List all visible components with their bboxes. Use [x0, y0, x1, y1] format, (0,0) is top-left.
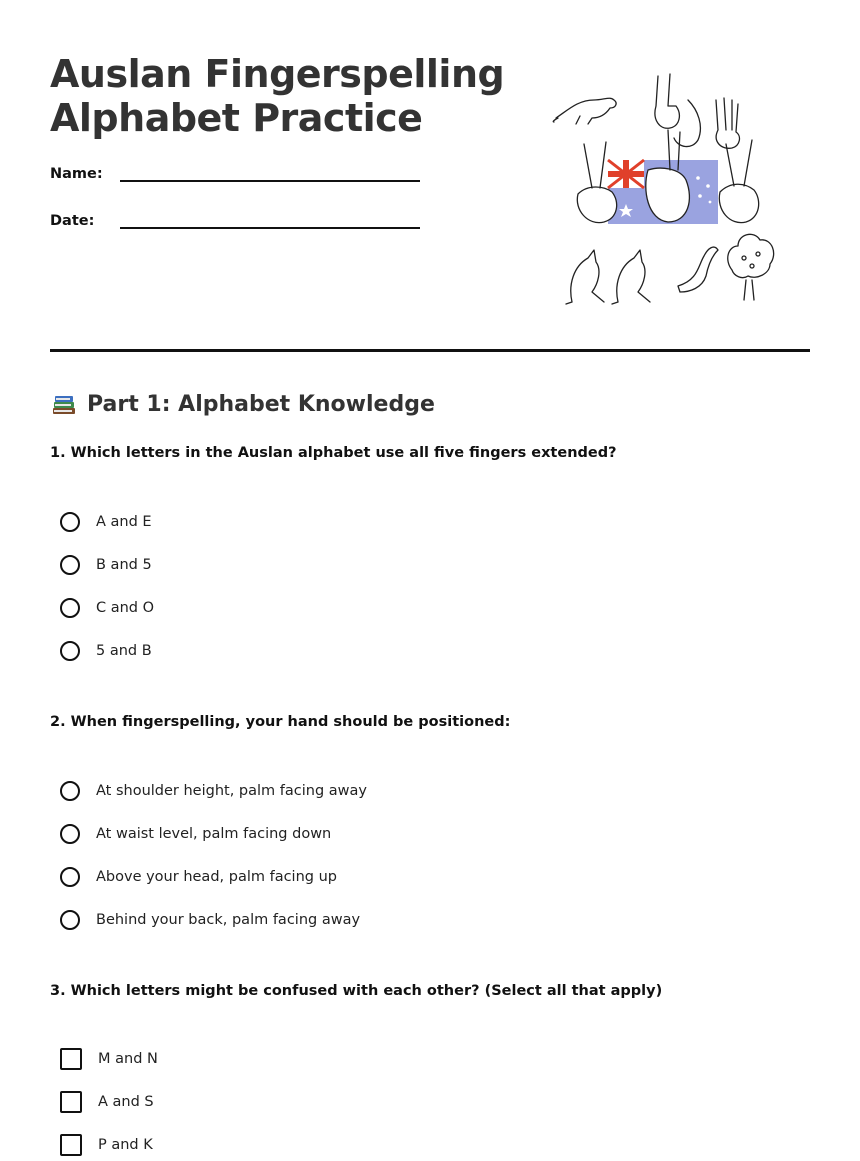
- q2-option-a[interactable]: [60, 778, 367, 804]
- name-label: Name:: [50, 166, 103, 182]
- q2-option-b[interactable]: [60, 821, 331, 847]
- radio-button[interactable]: [60, 910, 80, 930]
- q3-option-a[interactable]: [60, 1046, 158, 1072]
- question-3: 3. Which letters might be confused with each other? (Select all that apply): [50, 983, 663, 999]
- radio-button[interactable]: [60, 598, 80, 618]
- radio-button[interactable]: [60, 824, 80, 844]
- part1-heading-text: Part 1: Alphabet Knowledge: [87, 391, 435, 417]
- date-label: Date:: [50, 213, 95, 229]
- auslan-hands-flag-illustration: [548, 70, 778, 310]
- worksheet-title: Auslan Fingerspelling Alphabet Practice: [50, 52, 505, 140]
- name-input-line[interactable]: [120, 180, 420, 182]
- option-label: Behind your back, palm facing away: [96, 912, 361, 928]
- checkbox[interactable]: [60, 1134, 82, 1156]
- radio-button[interactable]: [60, 781, 80, 801]
- question-2: 2. When fingerspelling, your hand should be positioned:: [50, 714, 511, 730]
- option-label: P and K: [98, 1137, 153, 1153]
- radio-button[interactable]: [60, 867, 80, 887]
- q1-option-a[interactable]: [60, 509, 152, 535]
- checkbox[interactable]: [60, 1048, 82, 1070]
- q2-option-c[interactable]: [60, 864, 337, 890]
- option-label: At waist level, palm facing down: [96, 826, 332, 842]
- books-icon: [50, 390, 78, 418]
- radio-button[interactable]: [60, 555, 80, 575]
- option-label: Above your head, palm facing up: [96, 869, 337, 885]
- q3-option-b[interactable]: [60, 1089, 154, 1115]
- option-label: A and S: [98, 1094, 154, 1110]
- date-input-line[interactable]: [120, 227, 420, 229]
- q1-option-d[interactable]: [60, 638, 152, 664]
- q1-option-c[interactable]: [60, 595, 154, 621]
- q2-option-d[interactable]: [60, 907, 360, 933]
- radio-button[interactable]: [60, 641, 80, 661]
- radio-button[interactable]: [60, 512, 80, 532]
- option-label: M and N: [98, 1051, 158, 1067]
- header-divider: [50, 349, 810, 352]
- q3-option-c[interactable]: [60, 1132, 153, 1158]
- option-label: A and E: [96, 514, 152, 530]
- q1-option-b[interactable]: [60, 552, 152, 578]
- option-label: 5 and B: [96, 643, 152, 659]
- checkbox[interactable]: [60, 1091, 82, 1113]
- part1-heading: [50, 389, 435, 419]
- option-label: At shoulder height, palm facing away: [96, 783, 367, 799]
- option-label: B and 5: [96, 557, 152, 573]
- question-1: 1. Which letters in the Auslan alphabet use all five fingers extended?: [50, 445, 617, 461]
- option-label: C and O: [96, 600, 155, 616]
